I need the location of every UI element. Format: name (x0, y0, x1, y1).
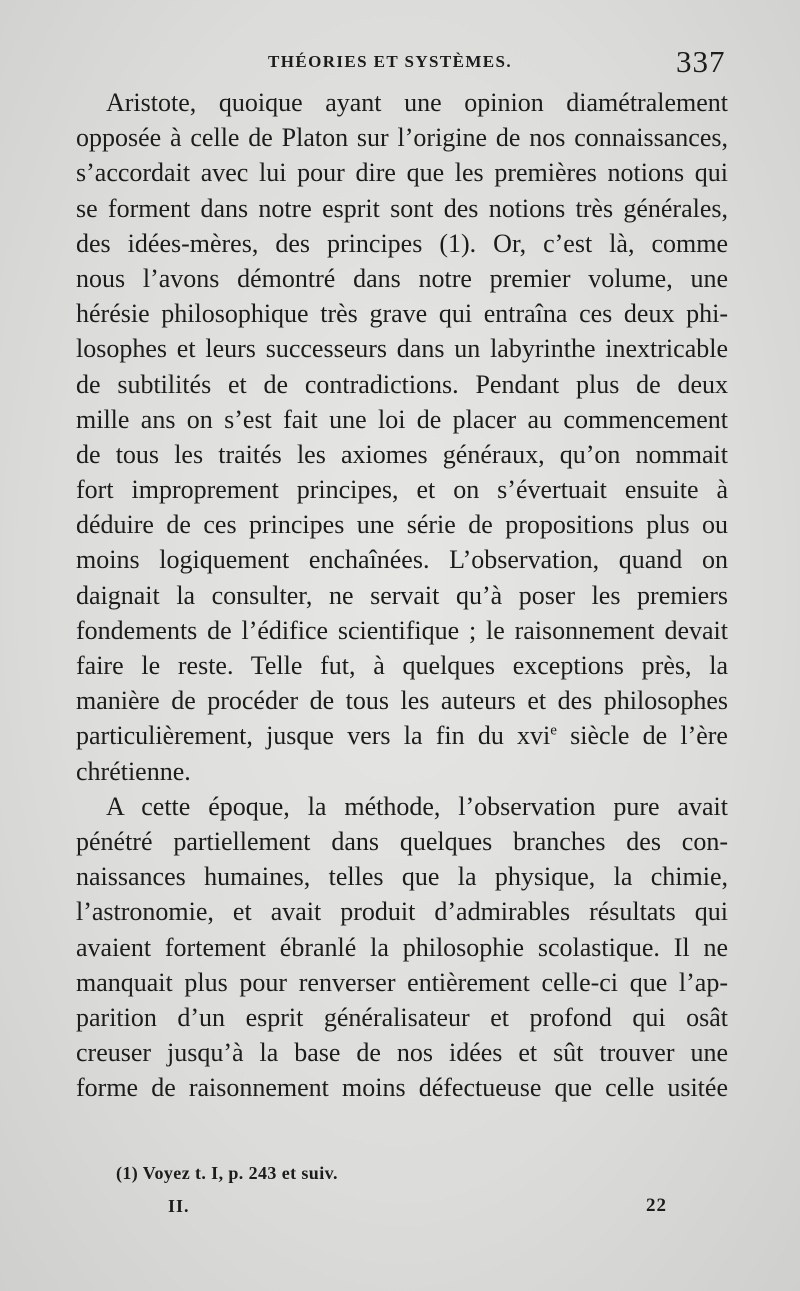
text-line: faire le reste. Telle fut, à quelques exceptions près, la (76, 651, 728, 680)
text-line: manquait plus pour renverser entièrement celle-ci que l’ap- (76, 967, 728, 997)
text-line: de tous les traités les axiomes généraux, qu’on nommait (76, 439, 728, 469)
text-line: naissances humaines, telles que la physique, la chimie, (76, 862, 728, 892)
text-line: daignait la consulter, ne servait qu’à poser les premiers (76, 580, 728, 610)
text-line: nous l’avons démontré dans notre premier volume, une (76, 263, 728, 293)
page-header (0, 44, 800, 84)
page-number: 337 (676, 44, 726, 79)
text-line: se forment dans notre esprit sont des notions très générales, (76, 193, 728, 223)
text-line: l’astronomie, et avait produit d’admirables résultats qui (76, 897, 728, 927)
text-line: s’accordait avec lui pour dire que les premières notions qui (76, 158, 728, 188)
text-line: Aristote, quoique ayant une opinion diamétralement (106, 88, 728, 117)
text-line: fort improprement principes, et on s’évertuait ensuite à (76, 475, 728, 505)
text-line: de subtilités et de contradictions. Pendant plus de deux (76, 369, 728, 399)
text-line: avaient fortement ébranlé la philosophie scolastique. Il ne (76, 932, 728, 962)
sheet-signature: 22 (646, 1195, 667, 1216)
text-line: chrétienne. (76, 756, 191, 786)
text-line: creuser jusqu’à la base de nos idées et sût trouver une (76, 1038, 728, 1068)
text-line: déduire de ces principes une série de propositions plus ou (76, 510, 728, 540)
text-line: opposée à celle de Platon sur l’origine de nos connaissances, (76, 123, 728, 153)
text-line: mille ans on s’est fait une loi de placer au commencement (76, 404, 728, 434)
text-line: manière de procéder de tous les auteurs et des philosophes (76, 686, 728, 716)
volume-signature: II. (168, 1196, 190, 1216)
text-line: losophes et leurs successeurs dans un labyrinthe inextricable (76, 334, 728, 364)
text-line: forme de raisonnement moins défectueuse que celle usitée (76, 1073, 728, 1103)
text-line: pénétré partiellement dans quelques branches des con- (76, 826, 728, 856)
text-line: moins logiquement enchaînées. L’observation, quand on (76, 545, 728, 575)
body-text (76, 85, 728, 1105)
running-title: THÉORIES ET SYSTÈMES. (268, 52, 513, 71)
text-line: A cette époque, la méthode, l’observation pure avait (106, 791, 728, 821)
text-line: des idées-mères, des principes (1). Or, c’est là, comme (76, 228, 728, 258)
footnote: (1) Voyez t. I, p. 243 et suiv. (116, 1163, 338, 1183)
text-line: hérésie philosophique très grave qui entraîna ces deux phi- (76, 299, 728, 329)
text-line: fondements de l’édifice scientifique ; le raisonnement devait (76, 615, 728, 645)
text-line: particulièrement, jusque vers la fin du xvi$^e$ siècle de l’ère (76, 721, 728, 751)
text-line: parition d’un esprit généralisateur et profond qui osât (76, 1002, 728, 1032)
